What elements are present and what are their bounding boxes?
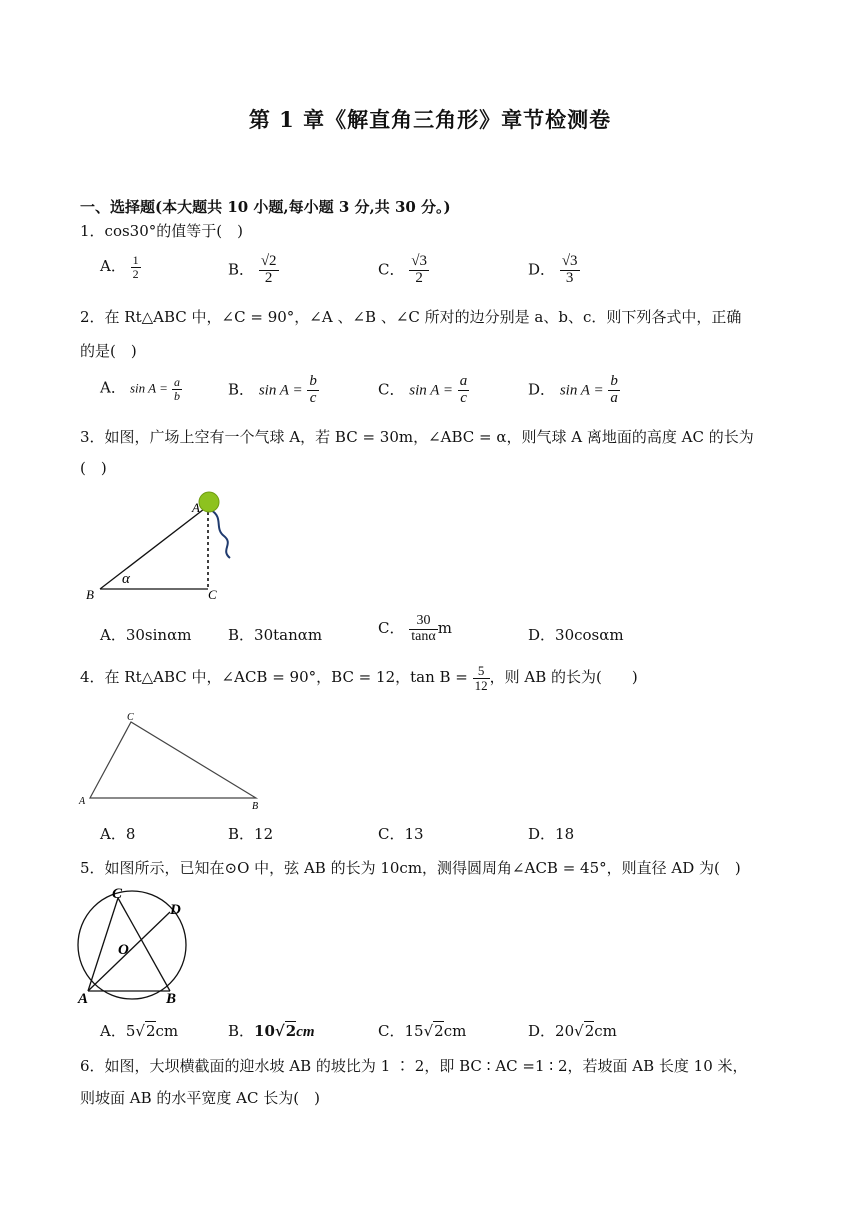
label-d: D <box>170 902 181 918</box>
q1-option-c: C． $\frac{√3}{2}$ <box>378 253 427 286</box>
triangle-abc <box>90 722 256 798</box>
question-5-text: 5．如图所示，已知在⊙O 中，弦 AB 的长为 10cm，测得圆周角∠ACB = 45°，则直径 AD 为( ) <box>80 859 741 877</box>
q4-option-a: A．8 <box>100 825 136 843</box>
balloon-string <box>211 510 230 558</box>
label-o: O <box>118 942 129 958</box>
q4-option-c: C．13 <box>378 825 424 843</box>
q3-option-d: D．30cosαm <box>528 626 624 644</box>
balloon <box>199 492 219 512</box>
q1-option-d: D． $\frac{√3}{3}$ <box>528 253 578 286</box>
q2-option-b: B． sin A = $\frac{b}{c}$ <box>228 373 317 406</box>
question-2-text: 2．在 Rt△ABC 中，∠C = 90°，∠A 、∠B 、∠C 所对的边分别是 a、b、c．则下列各式中，正确 <box>80 308 742 326</box>
q4-option-b: B．12 <box>228 825 274 843</box>
label-b: B <box>86 587 94 602</box>
q4-option-d: D．18 <box>528 825 575 843</box>
q5-option-a: A．5√2cm <box>100 1022 179 1040</box>
question-2-text-cont: 的是( ) <box>80 342 137 360</box>
label-b: B <box>252 801 259 812</box>
q1-option-b: B． $\frac{√2}{2}$ <box>228 253 277 286</box>
q5-option-d: D．20√2cm <box>528 1022 617 1040</box>
triangle-figure <box>74 710 274 812</box>
label-a: A <box>78 991 89 1007</box>
label-c: C <box>127 712 134 723</box>
label-b: B <box>166 991 177 1007</box>
q3-option-a: A．30sinαm <box>100 626 192 644</box>
section-heading: 一、选择题(本大题共 10 小题,每小题 3 分,共 30 分。) <box>80 198 451 216</box>
question-3-text: 3．如图，广场上空有一个气球 A，若 BC = 30m，∠ABC = α，则气球 A 离地面的高度 AC 的长为 <box>80 428 754 446</box>
q2-option-a: A． sin A = $\frac{a}{b}$ <box>100 375 181 403</box>
question-6-text-cont: 则坡面 AB 的水平宽度 AC 长为( ) <box>80 1089 320 1107</box>
label-c: C <box>208 587 217 602</box>
question-6-text: 6．如图，大坝横截面的迎水坡 AB 的坡比为 1 ∶ 2，即 BC ∶ AC =1 ∶ 2，若坡面 AB 长度 10 米， <box>80 1057 748 1075</box>
q2-option-c: C． sin A = $\frac{a}{c}$ <box>378 373 468 406</box>
circle-figure <box>74 884 194 1008</box>
q3-option-b: B．30tanαm <box>228 626 323 644</box>
q1-option-a: A． $\frac{1}{2}$ <box>100 253 139 281</box>
q2-option-d: D． sin A = $\frac{b}{a}$ <box>528 373 618 406</box>
label-a: A <box>192 500 200 515</box>
question-1-text: 1．cos30°的值等于( ) <box>80 222 243 240</box>
ab-line <box>100 506 208 589</box>
label-c: C <box>112 886 123 902</box>
q5-option-b: B．10√2cm <box>228 1022 315 1040</box>
question-3-text-cont: ( ) <box>80 459 107 477</box>
label-alpha: α <box>122 571 130 587</box>
page-title: 第 1 章《解直角三角形》章节检测卷 <box>248 107 612 132</box>
balloon-figure <box>78 488 258 608</box>
q5-option-c: C．15√2cm <box>378 1022 467 1040</box>
q3-option-c: C． $\frac{30}{\tan\alpha}$ m <box>378 613 452 644</box>
label-a: A <box>79 796 86 807</box>
question-4-text: 4．在 Rt△ABC 中，∠ACB = 90°，BC = 12，tan B = $\frac{5}{12}$ ，则 AB 的长为( ) <box>80 663 638 693</box>
